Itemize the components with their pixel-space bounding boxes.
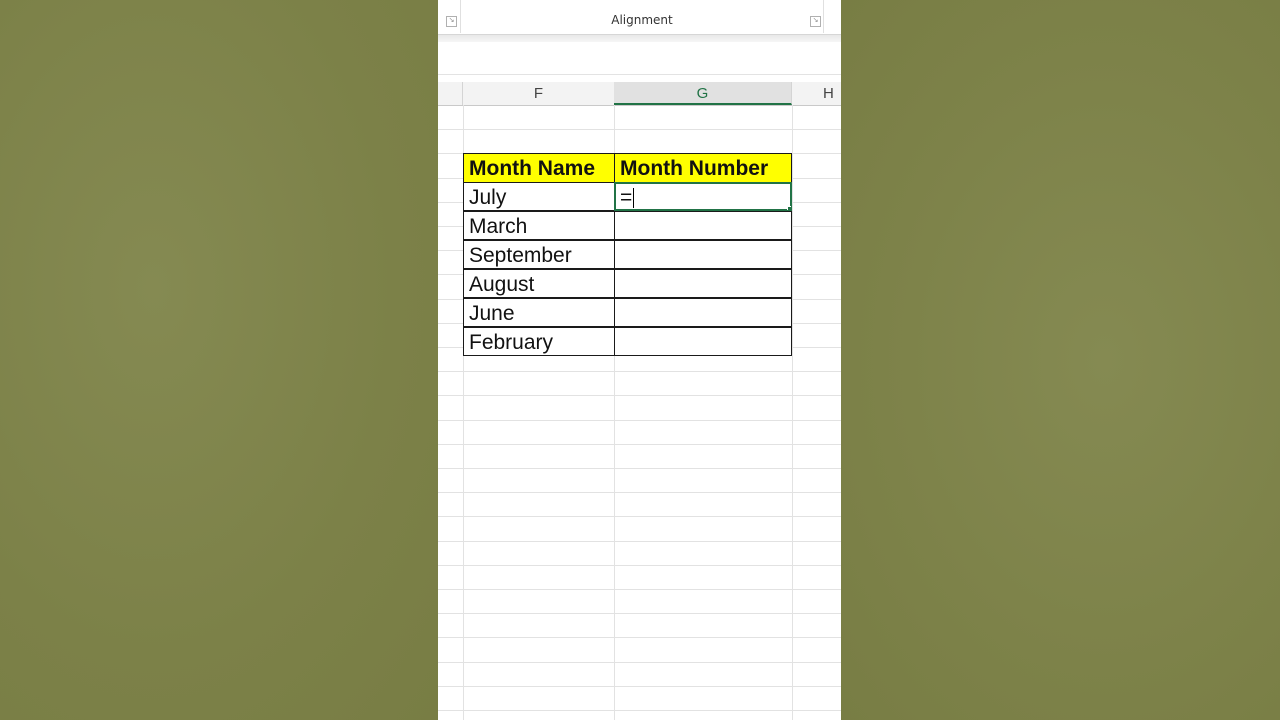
excel-window	[438, 0, 841, 720]
cell-month-name[interactable]: August	[463, 269, 615, 298]
table-row	[463, 212, 792, 241]
cell-month-number[interactable]	[614, 211, 792, 240]
gridline-row	[438, 395, 841, 396]
cell-month-name[interactable]: July	[463, 182, 615, 211]
gridline-row	[438, 420, 841, 421]
ribbon-group-label: Alignment	[611, 13, 673, 27]
gridline-row	[438, 565, 841, 566]
cell-input-text: =	[620, 186, 633, 209]
dialog-launcher-icon[interactable]: ↘	[810, 16, 821, 27]
gridline-row	[438, 492, 841, 493]
table-row	[463, 241, 792, 270]
gridline-row	[438, 444, 841, 445]
cell-month-number[interactable]	[614, 327, 792, 356]
background-left	[0, 0, 438, 720]
table-row	[463, 299, 792, 328]
header-month-name[interactable]: Month Name	[463, 153, 615, 183]
ribbon-group-alignment	[460, 0, 824, 33]
cell-month-name[interactable]: September	[463, 240, 615, 269]
formula-area	[438, 42, 841, 75]
gridline-row	[438, 468, 841, 469]
gridline-row	[438, 686, 841, 687]
table-row	[463, 183, 792, 212]
gridline-row	[438, 589, 841, 590]
cell-month-name[interactable]: March	[463, 211, 615, 240]
gridline-row	[438, 541, 841, 542]
gridline-row	[438, 710, 841, 711]
cell-month-number[interactable]	[614, 240, 792, 269]
background-right	[841, 0, 1280, 720]
gridline-row	[438, 371, 841, 372]
cell-month-number[interactable]	[614, 298, 792, 327]
active-cell-month-number[interactable]	[614, 182, 792, 211]
column-header-f[interactable]: F	[463, 82, 615, 105]
text-cursor	[633, 188, 634, 208]
gridline-row	[438, 613, 841, 614]
table-header-row	[463, 153, 792, 183]
ribbon	[438, 0, 841, 35]
ribbon-shadow	[438, 35, 841, 42]
cell-month-name[interactable]: February	[463, 327, 615, 356]
table-row	[463, 328, 792, 357]
gridline-row	[438, 129, 841, 130]
gridline-row	[438, 516, 841, 517]
column-header-g[interactable]: G	[614, 82, 792, 105]
cell-month-number[interactable]	[614, 269, 792, 298]
month-table	[463, 153, 792, 357]
table-row	[463, 270, 792, 299]
column-header-row	[438, 82, 841, 106]
fill-handle[interactable]	[787, 206, 792, 211]
corner-spacer	[438, 82, 463, 105]
gridline-row	[438, 637, 841, 638]
gridline-column	[792, 105, 793, 720]
dialog-launcher-icon[interactable]: ↘	[446, 16, 457, 27]
header-month-number[interactable]: Month Number	[614, 153, 792, 183]
cell-month-name[interactable]: June	[463, 298, 615, 327]
column-header-h[interactable]: H	[823, 85, 834, 102]
gridline-row	[438, 662, 841, 663]
